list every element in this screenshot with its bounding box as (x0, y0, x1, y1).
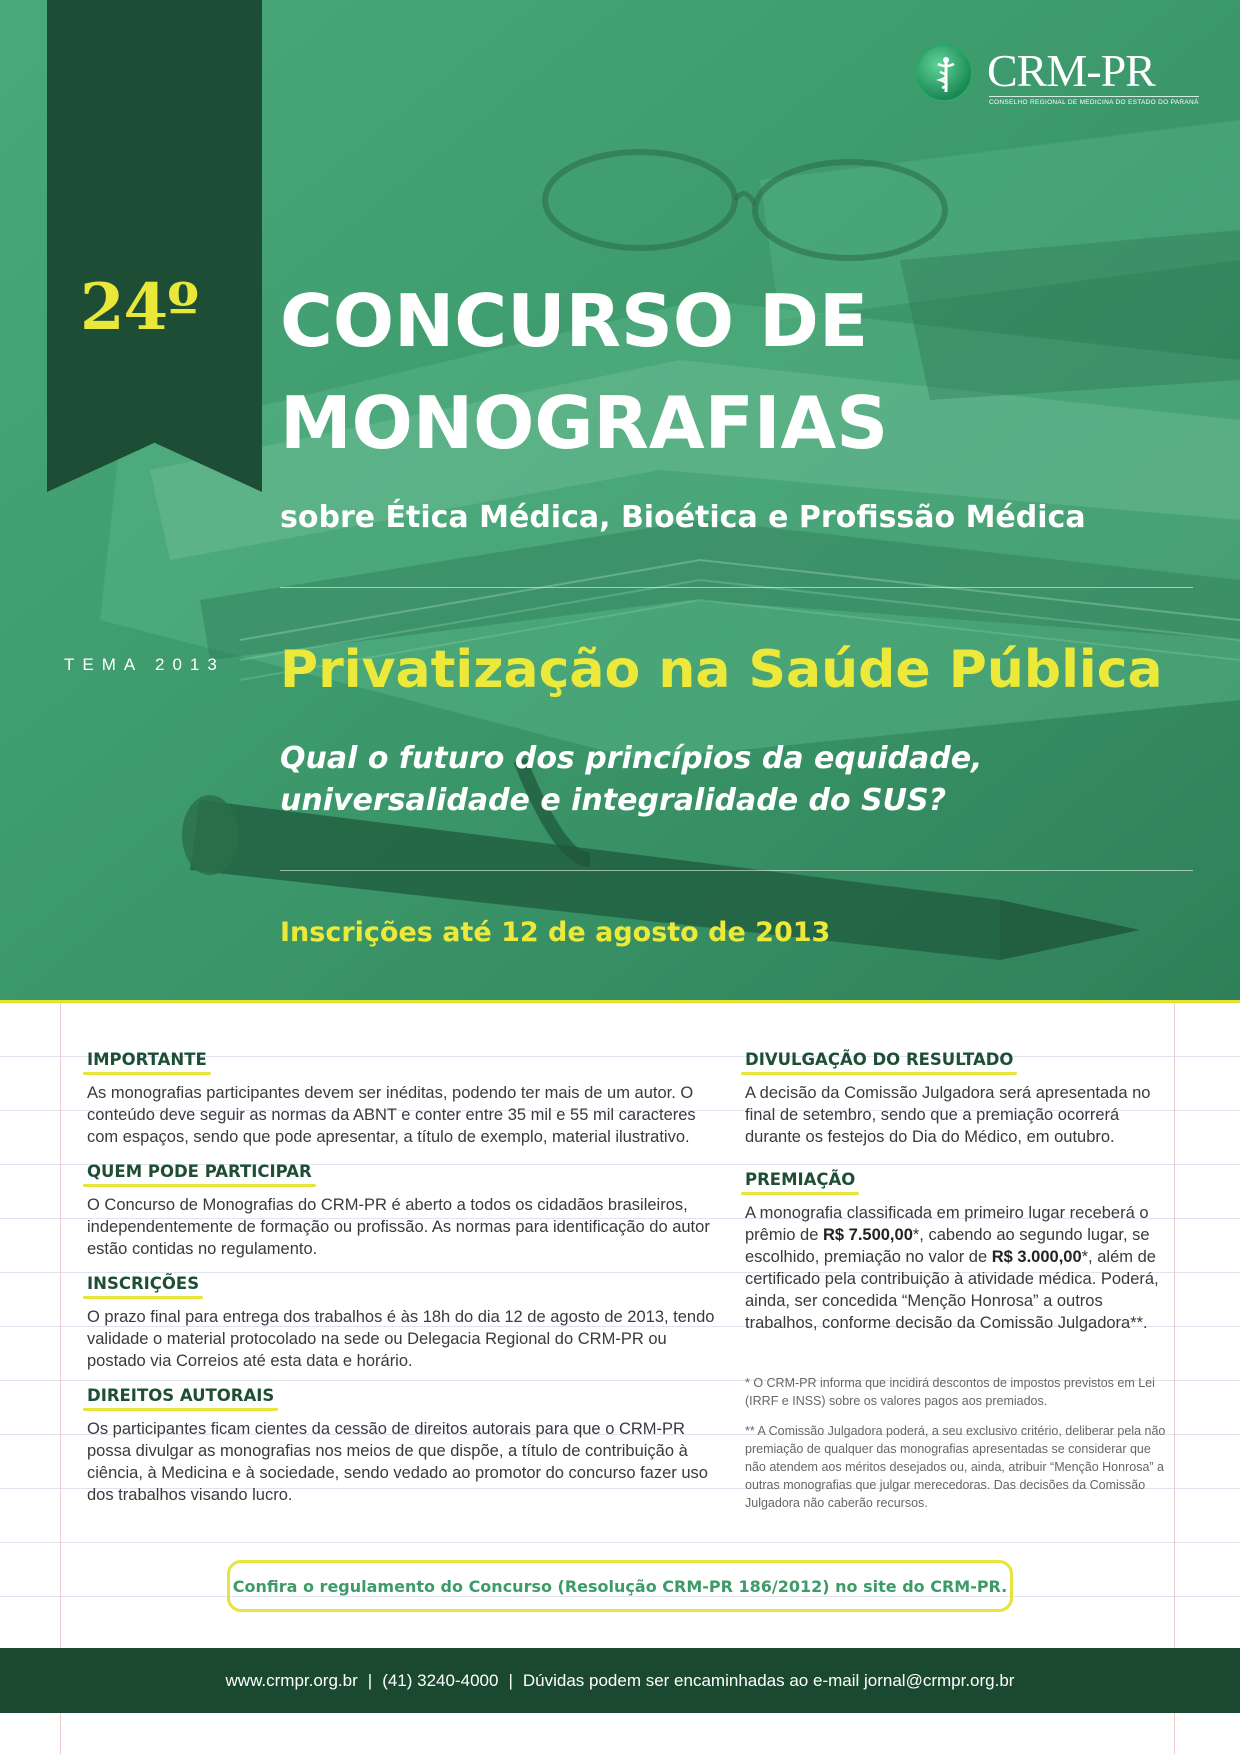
section-heading: QUEM PODE PARTICIPAR (87, 1162, 312, 1187)
edition-number: 24º (80, 270, 199, 345)
title-line-2: MONOGRAFIAS (280, 381, 889, 465)
page-subtitle: sobre Ética Médica, Bioética e Profissão Médica (280, 500, 1086, 535)
left-column (87, 1050, 722, 1520)
section-body (745, 1202, 1175, 1334)
registration-deadline: Inscrições até 12 de agosto de 2013 (280, 917, 831, 948)
section-inscricoes (87, 1274, 722, 1372)
question-line-2: universalidade e integralidade do SUS? (280, 783, 947, 818)
premiacao-text: A monografia classificada em primeiro lugar receberá o prêmio de (745, 1204, 1149, 1244)
section-body: A decisão da Comissão Julgadora será apresentada no final de setembro, sendo que a premiação ocorrerá durante os festejos do Dia do Médico, em outubro. (745, 1084, 1151, 1146)
logo-subtitle: CONSELHO REGIONAL DE MEDICINA DO ESTADO DO PARANÁ (989, 96, 1199, 106)
footnote-commission: ** A Comissão Julgadora poderá, a seu exclusivo critério, deliberar pela não premiação de qualquer das monografias apresentadas se considerar que não atendem aos méritos desejados ou, ainda, atribuir “Menção Honrosa” a outras monografias que julgar merecedoras. Das decisões da Comissão Julgadora não caberão recursos. (745, 1424, 1166, 1510)
footnote-taxes: * O CRM-PR informa que incidirá descontos de impostos previstos em Lei (IRRF e INSS) sobre os valores pagos aos premiados. (745, 1376, 1155, 1408)
section-heading: DIVULGAÇÃO DO RESULTADO (745, 1050, 1013, 1075)
footer-contact: Dúvidas podem ser encaminhadas ao e-mail jornal@crmpr.org.br (522, 1670, 1015, 1690)
section-importante (87, 1050, 722, 1148)
logo-name: CRM-PR (987, 45, 1155, 96)
regulation-callout (227, 1560, 1013, 1612)
crm-pr-logo (915, 40, 1199, 110)
section-quem-pode-participar (87, 1162, 722, 1260)
section-heading: IMPORTANTE (87, 1050, 207, 1075)
premiacao-text: *, cabendo ao segundo lugar, se escolhido, premiação no valor de (745, 1226, 1150, 1266)
regulation-callout-text: Confira o regulamento do Concurso (Resolução CRM-PR 186/2012) no site do CRM-PR. (232, 1576, 1008, 1596)
section-heading: DIREITOS AUTORAIS (87, 1386, 274, 1411)
divider (280, 870, 1193, 871)
section-body: O Concurso de Monografias do CRM-PR é aberto a todos os cidadãos brasileiros, independentemente de formação ou profissão. As normas para identificação do autor estão contidas no regulamento. (87, 1196, 710, 1258)
divider (280, 587, 1193, 588)
caduceus-icon (915, 44, 973, 102)
right-column (745, 1050, 1175, 1524)
tema-question (280, 738, 1180, 822)
title-line-1: CONCURSO DE (280, 279, 869, 363)
section-body: As monografias participantes devem ser inéditas, podendo ter mais de um autor. O conteúdo deve seguir as normas da ABNT e conter entre 35 mil e 55 mil caracteres com espaços, sendo que pode apresentar, a título de exemplo, material ilustrativo. (87, 1084, 696, 1146)
question-line-1: Qual o futuro dos princípios da equidade, (280, 741, 983, 776)
margin-line (60, 1003, 61, 1754)
tema-title: Privatização na Saúde Pública (280, 640, 1163, 700)
footer-separator: | (367, 1670, 373, 1690)
footnotes (745, 1374, 1175, 1512)
footer-website[interactable]: www.crmpr.org.br (225, 1670, 358, 1690)
second-prize-value: R$ 3.000,00 (991, 1248, 1082, 1266)
section-heading: PREMIAÇÃO (745, 1170, 855, 1195)
footer-phone: (41) 3240-4000 (382, 1670, 499, 1690)
section-body: O prazo final para entrega dos trabalhos é às 18h do dia 12 de agosto de 2013, tendo validade o material protocolado na sede ou Delegacia Regional do CRM-PR ou postado via Correios até esta data e horário. (87, 1308, 715, 1370)
footer (0, 1648, 1240, 1713)
section-direitos-autorais (87, 1386, 722, 1506)
footer-separator: | (508, 1670, 513, 1690)
tema-label: TEMA 2013 (64, 655, 225, 674)
section-body: Os participantes ficam cientes da cessão de direitos autorais para que o CRM-PR possa divulgar as monografias nos meios de que dispõe, a título de contribuição à ciência, à Medicina e à sociedade, sendo vedado ao promotor do concurso fazer uso dos trabalhos visando lucro. (87, 1420, 708, 1504)
page-title (280, 270, 1180, 474)
section-heading: INSCRIÇÕES (87, 1274, 199, 1299)
section-premiacao (745, 1170, 1175, 1334)
premiacao-text: *, além de certificado pela contribuição à atividade médica. Poderá, ainda, ser concedida “Menção Honrosa” a outros trabalhos, conforme decisão da Comissão Julgadora**. (745, 1248, 1159, 1332)
section-divulgacao (745, 1050, 1175, 1148)
first-prize-value: R$ 7.500,00 (822, 1226, 913, 1244)
ribbon-banner (47, 0, 262, 492)
